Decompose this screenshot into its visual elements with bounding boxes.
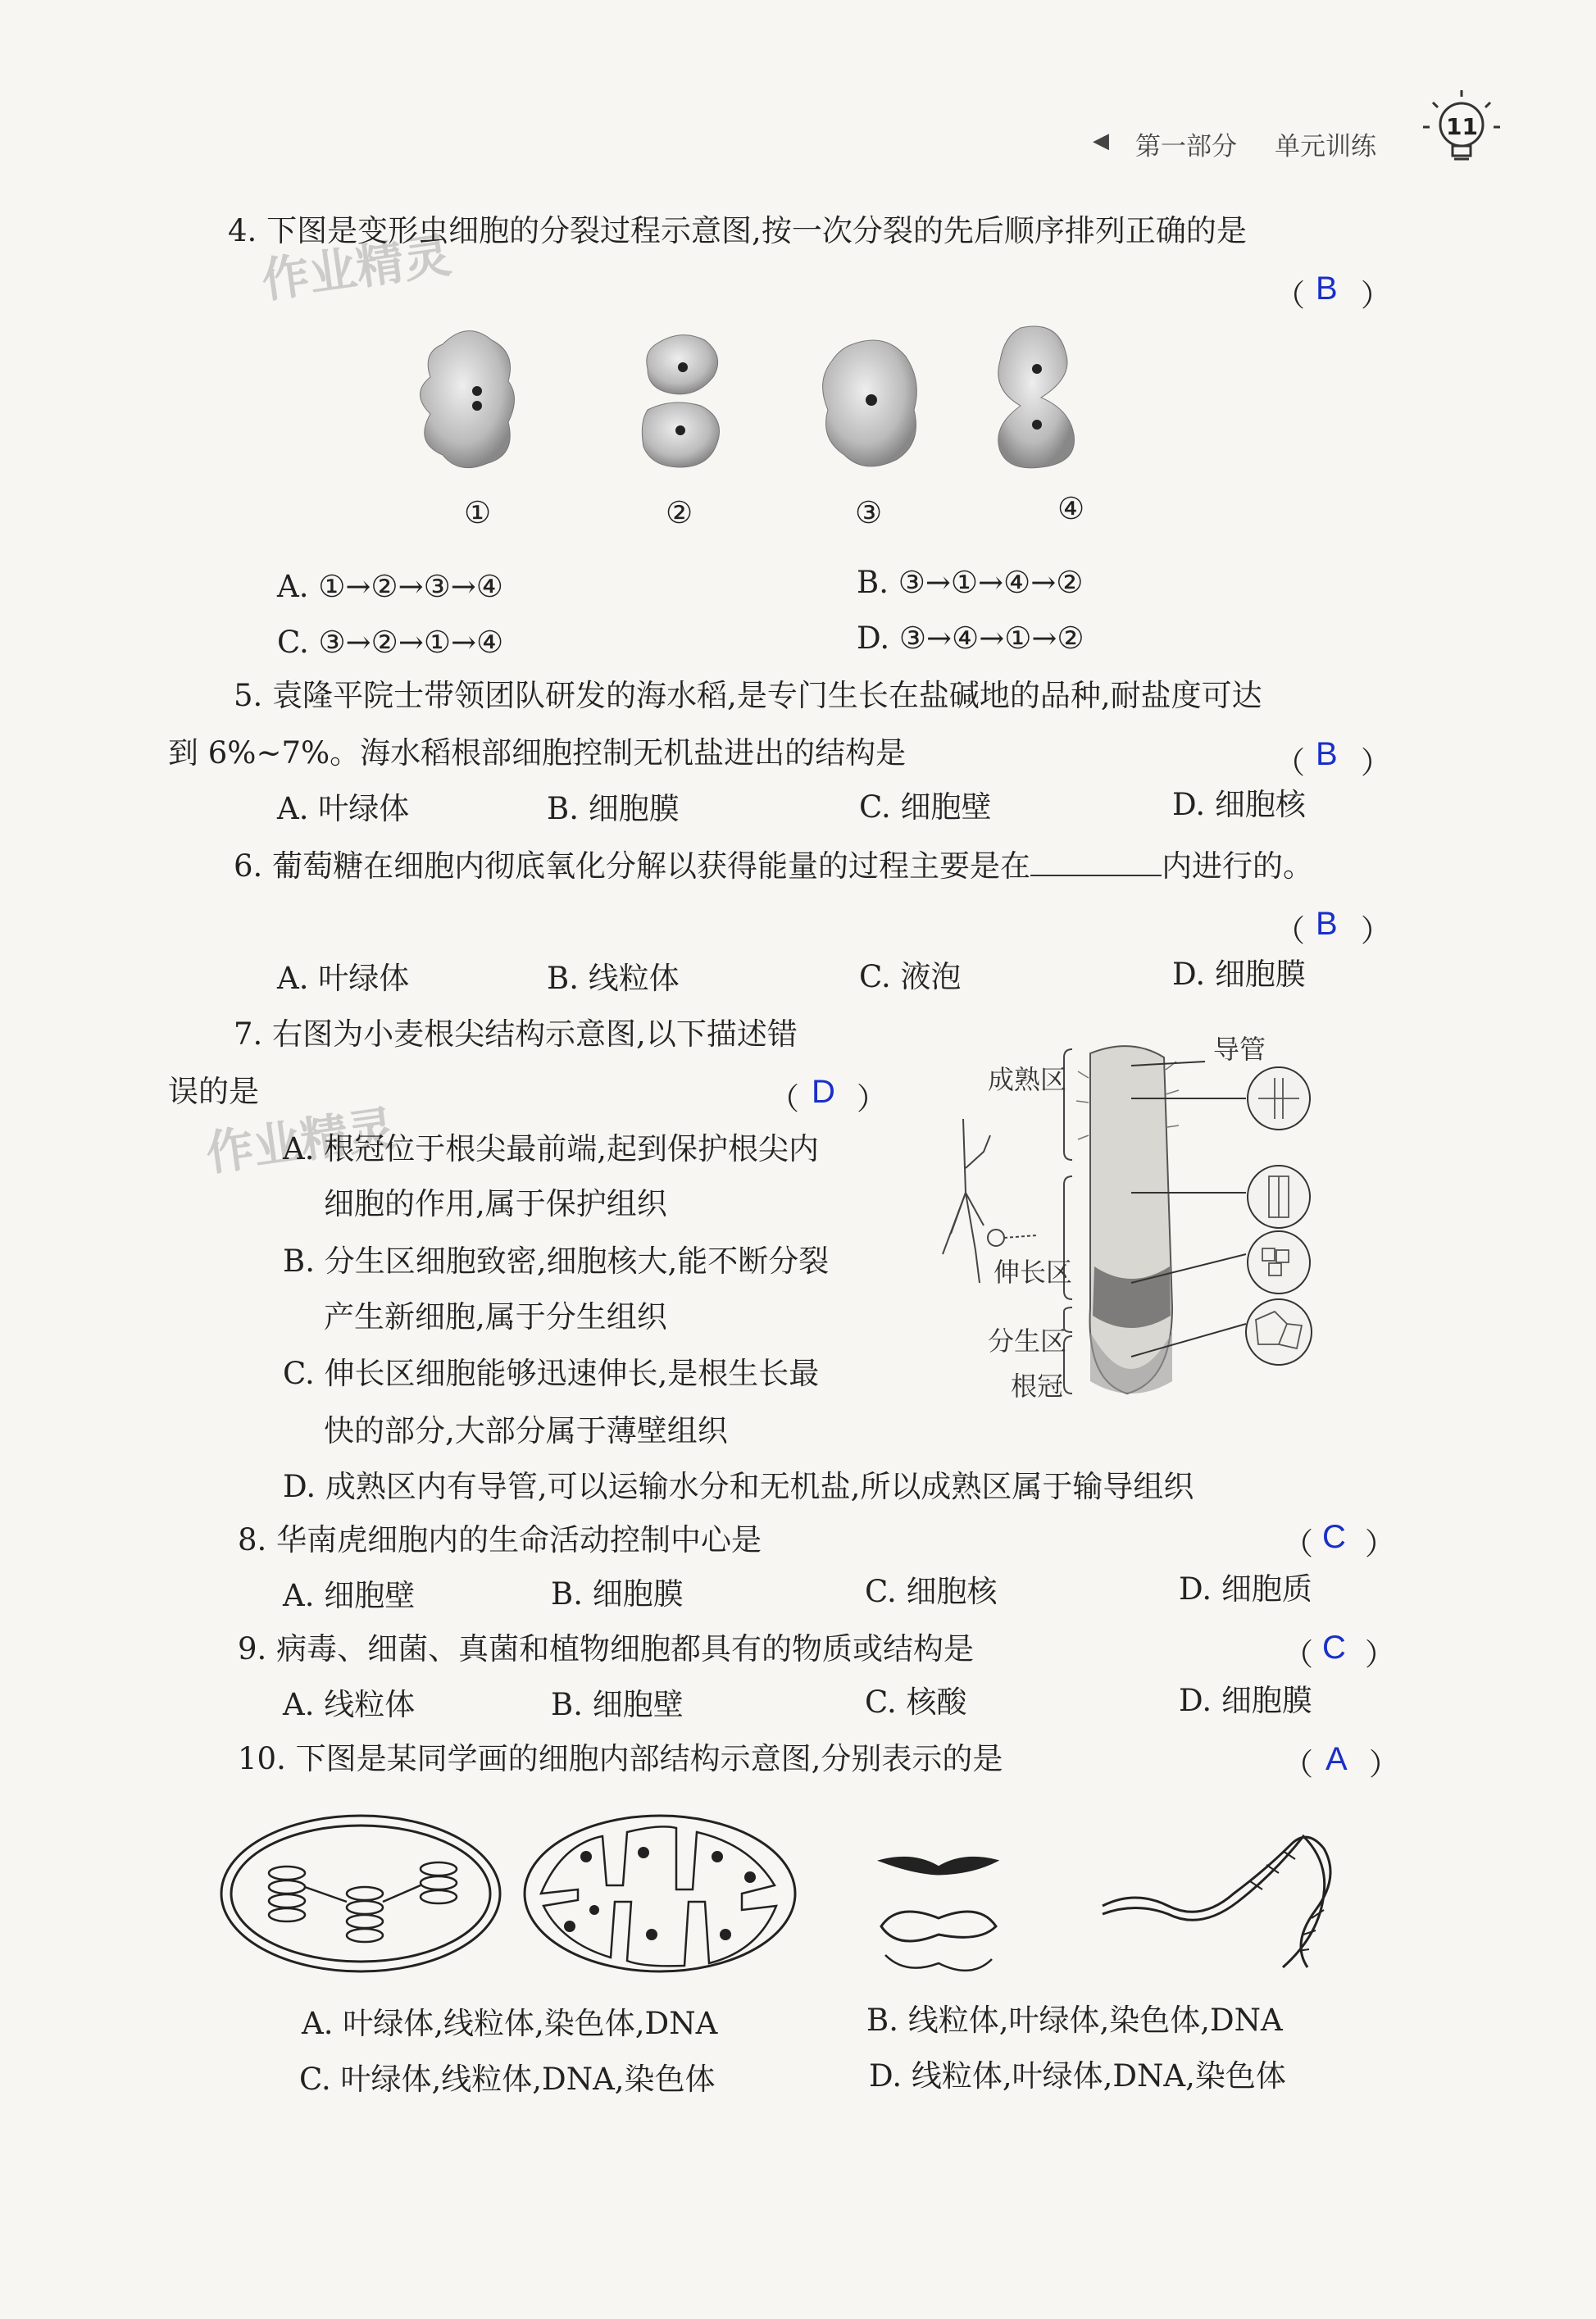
q6-option-c: C. 液泡 [859, 959, 962, 994]
organelle-figure [217, 1812, 1381, 1976]
q7-stem-line1: 7. 右图为小麦根尖结构示意图,以下描述错 [234, 1016, 798, 1052]
q10-stem: 10. 下图是某同学画的细胞内部结构示意图,分别表示的是 [238, 1741, 1003, 1776]
q9-answer-bracket: （ [1283, 1637, 1313, 1672]
q8-answer-bracket: （ [1283, 1526, 1313, 1562]
q7-option-b-line1: B. 分生区细胞致密,细胞核大,能不断分裂 [283, 1244, 830, 1279]
q10-answer: A [1325, 1741, 1348, 1777]
q10-answer-bracket: （ [1283, 1747, 1313, 1782]
q7-option-a-line1: A. 根冠位于根尖最前端,起到保护根尖内 [283, 1131, 820, 1166]
q7-option-c-line1: C. 伸长区细胞能够迅速伸长,是根生长最 [283, 1356, 820, 1391]
header-back-icon: ◀ [1093, 129, 1109, 153]
q8-option-b: B. 细胞膜 [551, 1576, 684, 1612]
q4-figure-label-4: ④ [1057, 491, 1085, 526]
q9-answer: C [1322, 1630, 1346, 1666]
q7-option-a-line2: 细胞的作用,属于保护组织 [324, 1186, 667, 1221]
q4-answer-bracket: （ [1275, 278, 1305, 313]
q7-answer-bracket: ） [857, 1081, 887, 1116]
chromosome-drawing [881, 1857, 996, 1970]
q8-option-d: D. 细胞质 [1179, 1571, 1312, 1607]
q10-option-b: B. 线粒体,叶绿体,染色体,DNA [866, 2003, 1283, 2038]
q10-option-a: A. 叶绿体,线粒体,染色体,DNA [302, 2006, 718, 2041]
q4-figure-label-3: ③ [855, 495, 883, 530]
q5-option-c: C. 细胞壁 [859, 789, 992, 825]
q10-option-c: C. 叶绿体,线粒体,DNA,染色体 [299, 2062, 716, 2097]
q9-stem: 9. 病毒、细菌、真菌和植物细胞都具有的物质或结构是 [238, 1631, 975, 1666]
q4-answer: B [1316, 271, 1338, 307]
label-vessel: 导管 [1213, 1034, 1266, 1065]
q8-option-c: C. 细胞核 [865, 1574, 998, 1609]
q4-answer-bracket: ） [1361, 278, 1391, 313]
q6-option-b: B. 线粒体 [547, 961, 680, 996]
chloroplast-drawing [221, 1816, 500, 1971]
q5-option-a: A. 叶绿体 [277, 791, 410, 826]
label-root-cap: 根冠 [1011, 1371, 1064, 1402]
q8-answer: C [1322, 1519, 1346, 1555]
label-maturation-zone: 成熟区 [988, 1064, 1067, 1095]
q7-stem-line2: 误的是 [168, 1074, 259, 1109]
q4-option-d: D. ③→④→①→② [857, 621, 1084, 656]
q7-option-d: D. 成熟区内有导管,可以运输水分和无机盐,所以成熟区属于输导组织 [283, 1469, 1194, 1504]
q4-stem: 4. 下图是变形虫细胞的分裂过程示意图,按一次分裂的先后顺序排列正确的是 [228, 213, 1247, 248]
q9-answer-bracket: ） [1365, 1637, 1395, 1672]
amoeba-cell-1 [421, 331, 515, 468]
q5-answer-bracket: （ [1275, 745, 1305, 780]
q4-option-a: A. ①→②→③→④ [277, 569, 503, 604]
q5-option-b: B. 细胞膜 [547, 791, 680, 826]
q6-blank [1030, 850, 1162, 876]
watermark: 作业精灵 [202, 1100, 399, 1182]
watermark: 作业精灵 [258, 227, 455, 309]
q9-option-c: C. 核酸 [865, 1685, 967, 1720]
q6-stem [234, 848, 1314, 884]
label-meristem-zone: 分生区 [988, 1325, 1067, 1357]
q4-figure-label-2: ② [666, 495, 693, 530]
q5-stem-line1: 5. 袁隆平院士带领团队研发的海水稻,是专门生长在盐碱地的品种,耐盐度可达 [234, 678, 1262, 713]
q9-option-d: D. 细胞膜 [1179, 1683, 1312, 1718]
q6-answer-bracket: ） [1361, 913, 1391, 948]
q10-answer-bracket: ） [1369, 1747, 1399, 1782]
q6-answer-bracket: （ [1275, 913, 1305, 948]
q9-option-a: A. 线粒体 [283, 1687, 416, 1722]
label-elongation-zone: 伸长区 [994, 1257, 1073, 1288]
q5-answer-bracket: ） [1361, 745, 1391, 780]
q6-answer: B [1316, 906, 1338, 942]
dna-drawing [1103, 1836, 1330, 1967]
q4-figure-label-1: ① [464, 495, 492, 530]
amoeba-division-figure [410, 320, 1148, 533]
q7-answer: D [812, 1074, 835, 1110]
mitochondrion-drawing [525, 1816, 795, 1971]
amoeba-cell-4 [998, 326, 1075, 468]
q9-option-b: B. 细胞壁 [551, 1687, 684, 1722]
q6-option-a: A. 叶绿体 [277, 961, 410, 996]
q4-option-b: B. ③→①→④→② [857, 565, 1084, 600]
q8-answer-bracket: ） [1365, 1526, 1395, 1562]
q8-option-a: A. 细胞壁 [283, 1578, 416, 1613]
q6-option-d: D. 细胞膜 [1172, 957, 1306, 992]
q10-option-d: D. 线粒体,叶绿体,DNA,染色体 [869, 2058, 1286, 2094]
q7-option-b-line2: 产生新细胞,属于分生组织 [324, 1299, 667, 1335]
header-section: 第一部分 [1135, 132, 1237, 161]
q4-option-c: C. ③→②→①→④ [277, 625, 504, 660]
q6-stem-part2: 内进行的。 [1162, 848, 1314, 884]
page-number: 11 [1446, 113, 1478, 140]
q6-stem-part1: 6. 葡萄糖在细胞内彻底氧化分解以获得能量的过程主要是在 [234, 848, 1031, 884]
q8-stem: 8. 华南虎细胞内的生命活动控制中心是 [238, 1522, 762, 1557]
q7-answer-bracket: （ [769, 1081, 799, 1116]
q5-option-d: D. 细胞核 [1172, 787, 1306, 822]
q7-option-c-line2: 快的部分,大部分属于薄壁组织 [324, 1413, 728, 1448]
header-unit: 单元训练 [1275, 132, 1376, 161]
q5-stem-line2: 到 6%~7%。海水稻根部细胞控制无机盐进出的结构是 [168, 735, 907, 771]
q5-answer: B [1316, 736, 1338, 772]
